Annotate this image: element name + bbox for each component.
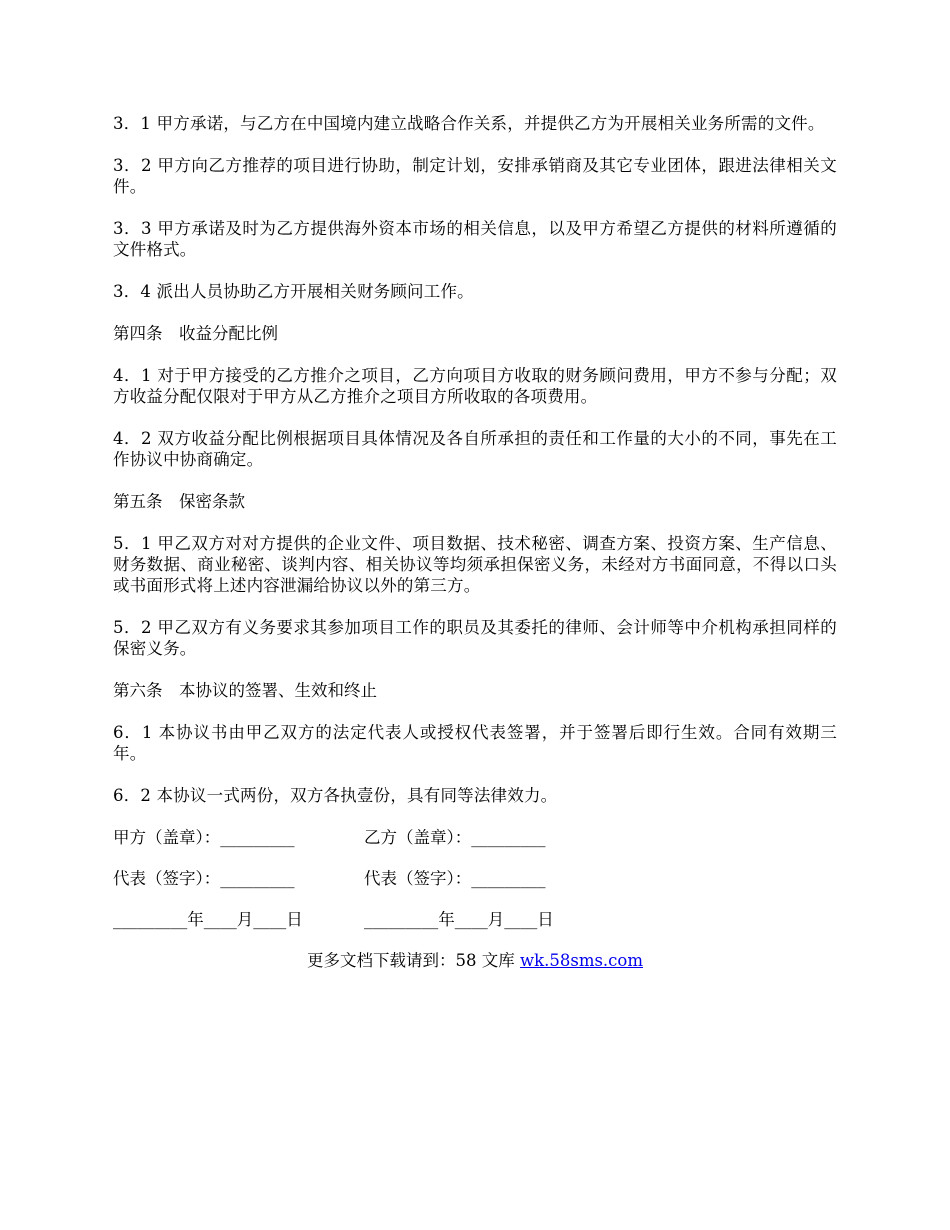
clause-5-1: 5．1 甲乙双方对对方提供的企业文件、项目数据、技术秘密、调查方案、投资方案、生产信息、财务数据、商业秘密、谈判内容、相关协议等均须承担保密义务，未经对方书面同意，不得以口头或书面形式将上述内容泄漏给协议以外的第三方。	[113, 534, 837, 595]
clause-6-1: 6．1 本协议书由甲乙双方的法定代表人或授权代表签署，并于签署后即行生效。合同有效期三年。	[113, 723, 837, 763]
party-a-date-line: _________年____月____日	[113, 910, 303, 929]
clause-3-4: 3．4 派出人员协助乙方开展相关财务顾问工作。	[113, 282, 474, 301]
clause-5-2: 5．2 甲乙双方有义务要求其参加项目工作的职员及其委托的律师、会计师等中介机构承担同样的保密义务。	[113, 618, 837, 658]
clause-3-1: 3．1 甲方承诺，与乙方在中国境内建立战略合作关系，并提供乙方为开展相关业务所需的文件。	[113, 114, 825, 133]
party-b-rep-line: 代表（签字）：_________	[364, 869, 546, 888]
signature-date-row	[113, 909, 837, 930]
signature-seal-row	[113, 827, 837, 848]
download-footer	[113, 950, 837, 971]
party-b-seal-line: 乙方（盖章）：_________	[364, 828, 546, 847]
article-5-heading: 第五条 保密条款	[113, 492, 245, 511]
party-a-rep-line: 代表（签字）：_________	[113, 869, 295, 888]
party-b-date-line: _________年____月____日	[364, 910, 554, 929]
document-page	[113, 113, 837, 971]
clause-4-1: 4．1 对于甲方接受的乙方推介之项目，乙方向项目方收取的财务顾问费用，甲方不参与分配；双方收益分配仅限对于甲方从乙方推介之项目方所收取的各项费用。	[113, 366, 837, 406]
footer-link[interactable]: wk.58sms.com	[519, 951, 643, 970]
article-4-heading: 第四条 收益分配比例	[113, 324, 278, 343]
clause-3-3: 3．3 甲方承诺及时为乙方提供海外资本市场的相关信息，以及甲方希望乙方提供的材料所遵循的文件格式。	[113, 219, 837, 259]
clause-3-2: 3．2 甲方向乙方推荐的项目进行协助，制定计划，安排承销商及其它专业团体，跟进法律相关文件。	[113, 156, 837, 196]
clause-6-2: 6．2 本协议一式两份，双方各执壹份，具有同等法律效力。	[113, 786, 558, 805]
party-a-seal-line: 甲方（盖章）：_________	[113, 828, 295, 847]
signature-rep-row	[113, 868, 837, 889]
clause-4-2: 4．2 双方收益分配比例根据项目具体情况及各自所承担的责任和工作量的大小的不同，事先在工作协议中协商确定。	[113, 429, 837, 469]
footer-prefix: 更多文档下载请到：58 文库	[306, 951, 520, 970]
article-6-heading: 第六条 本协议的签署、生效和终止	[113, 681, 377, 700]
